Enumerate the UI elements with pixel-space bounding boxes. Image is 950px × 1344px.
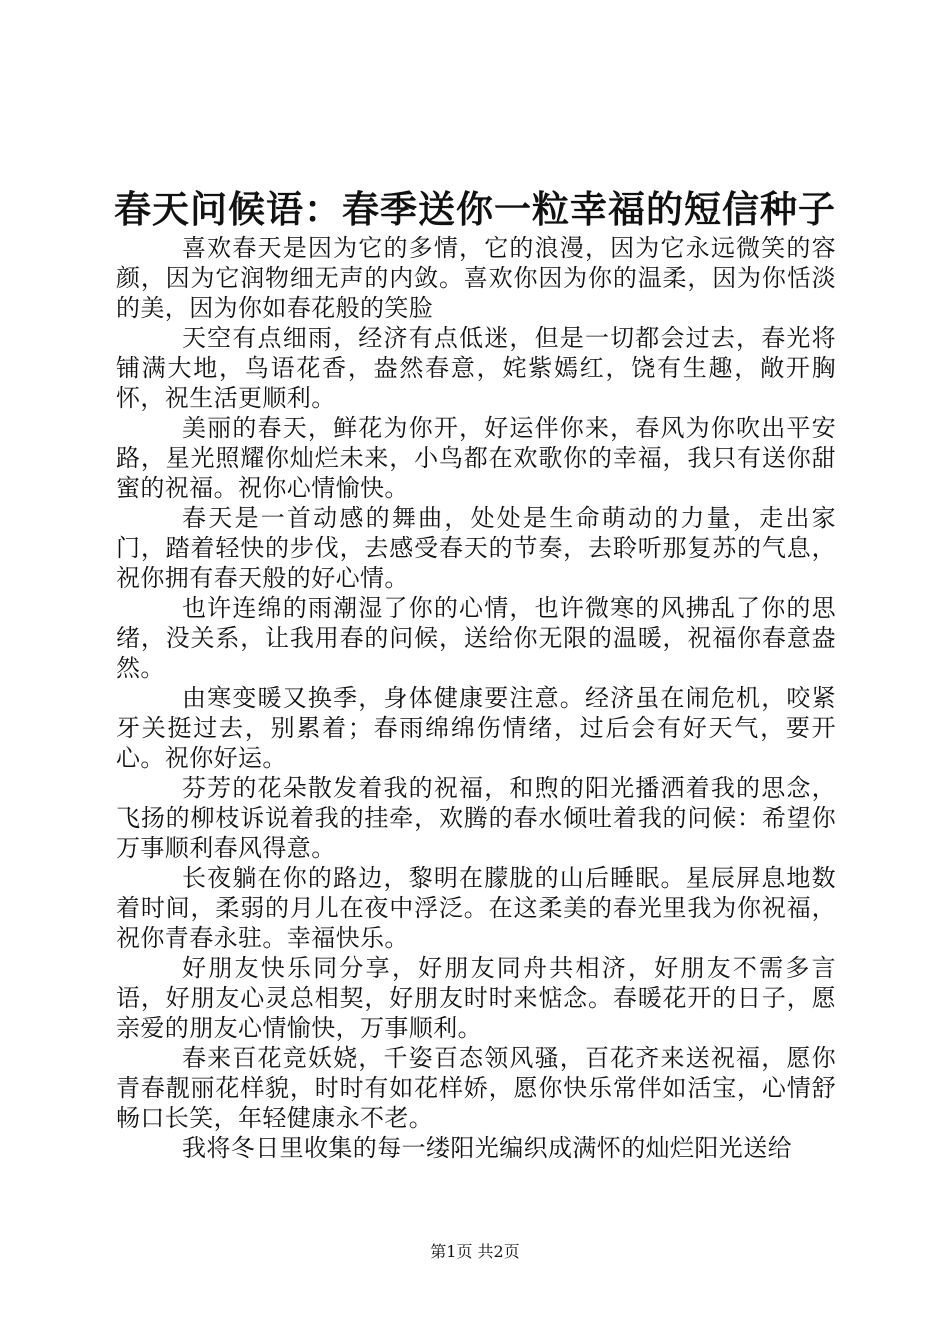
document-body	[116, 233, 836, 1163]
paragraph: 长夜躺在你的路边，黎明在朦胧的山后睡眠。星辰屏息地数着时间，柔弱的月儿在夜中浮泛。在这柔美的春光里我为你祝福，祝你青春永驻。幸福快乐。	[116, 864, 836, 952]
document-title: 春天问候语：春季送你一粒幸福的短信种子	[114, 187, 836, 231]
page-footer	[0, 1241, 950, 1263]
paragraph: 天空有点细雨，经济有点低迷，但是一切都会过去，春光将铺满大地，鸟语花香，盎然春意，姹紫嫣红，饶有生趣，敞开胸怀，祝生活更顺利。	[116, 324, 836, 412]
paragraph: 喜欢春天是因为它的多情，它的浪漫，因为它永远微笑的容颜，因为它润物细无声的内敛。喜欢你因为你的温柔，因为你恬淡的美，因为你如春花般的笑脸	[116, 234, 836, 322]
paragraph: 也许连绵的雨潮湿了你的心情，也许微寒的风拂乱了你的思绪，没关系，让我用春的问候，送给你无限的温暖，祝福你春意盎然。	[116, 594, 836, 682]
paragraph: 芬芳的花朵散发着我的祝福，和煦的阳光播洒着我的思念，飞扬的柳枝诉说着我的挂牵，欢腾的春水倾吐着我的问候：希望你万事顺利春风得意。	[116, 774, 836, 862]
paragraph: 由寒变暖又换季，身体健康要注意。经济虽在闹危机，咬紧牙关挺过去，别累着；春雨绵绵伤情绪，过后会有好天气，要开心。祝你好运。	[116, 684, 836, 772]
paragraph: 美丽的春天，鲜花为你开，好运伴你来，春风为你吹出平安路，星光照耀你灿烂未来，小鸟都在欢歌你的幸福，我只有送你甜蜜的祝福。祝你心情愉快。	[116, 414, 836, 502]
paragraph: 春来百花竞妖娆，千姿百态领风骚，百花齐来送祝福，愿你青春靓丽花样貌，时时有如花样娇，愿你快乐常伴如活宝，心情舒畅口长笑，年轻健康永不老。	[116, 1044, 836, 1132]
page-number-label: 第1页 共2页	[430, 1242, 520, 1261]
paragraph: 我将冬日里收集的每一缕阳光编织成满怀的灿烂阳光送给	[182, 1134, 792, 1162]
paragraph: 春天是一首动感的舞曲，处处是生命萌动的力量，走出家门，踏着轻快的步伐，去感受春天的节奏，去聆听那复苏的气息，祝你拥有春天般的好心情。	[116, 504, 836, 592]
paragraph: 好朋友快乐同分享，好朋友同舟共相济，好朋友不需多言语，好朋友心灵总相契，好朋友时时来惦念。春暖花开的日子，愿亲爱的朋友心情愉快，万事顺利。	[116, 954, 836, 1042]
